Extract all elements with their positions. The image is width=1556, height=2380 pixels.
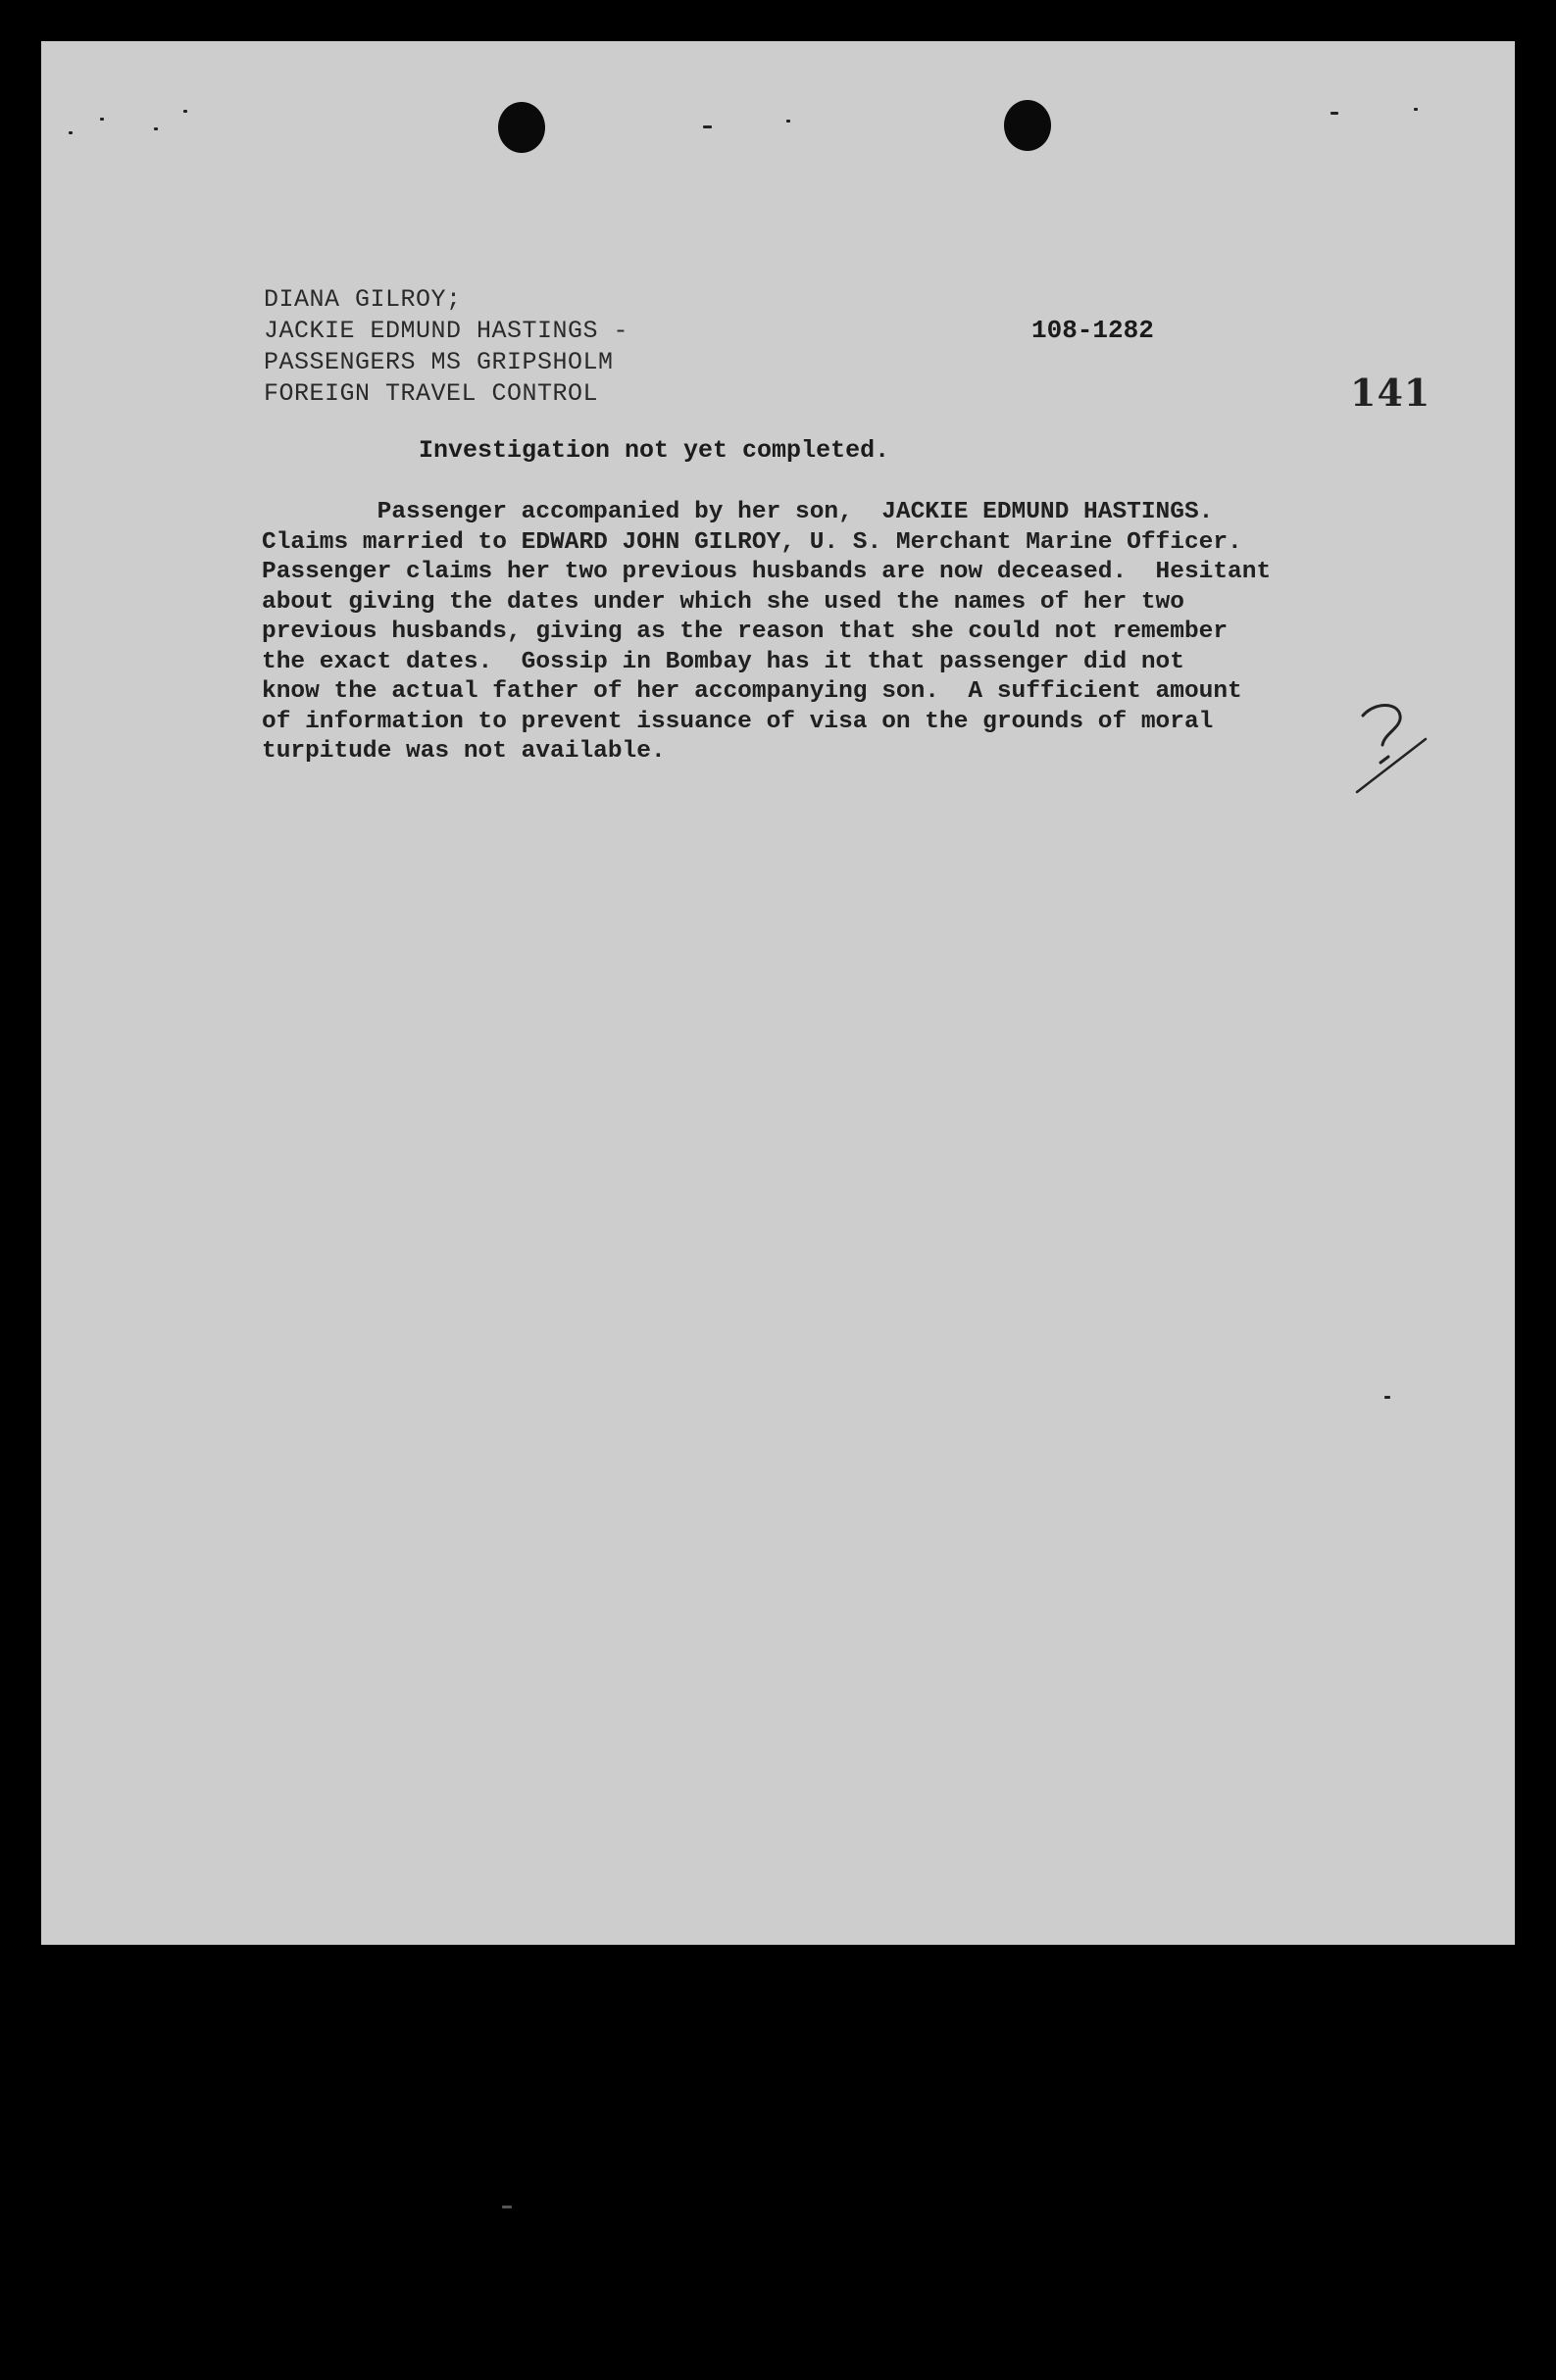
- subject-heading: [264, 284, 628, 410]
- scan-speck: [183, 110, 187, 113]
- heading-line: DIANA GILROY;: [264, 285, 462, 314]
- scan-speck: [69, 131, 73, 134]
- scan-speck: [502, 2206, 512, 2208]
- document-page: [41, 41, 1515, 1945]
- body-line: previous husbands, giving as the reason that she could not remember: [262, 619, 1229, 645]
- handwritten-question-mark: [1355, 694, 1433, 802]
- scan-speck: [100, 118, 104, 121]
- heading-line: PASSENGERS MS GRIPSHOLM: [264, 348, 614, 376]
- body-line: of information to prevent issuance of visa on the grounds of moral: [262, 708, 1214, 735]
- scan-speck: [1414, 108, 1418, 111]
- body-line: Passenger accompanied by her son, JACKIE EDMUND HASTINGS.: [262, 499, 1214, 525]
- investigation-status: Investigation not yet completed.: [419, 436, 890, 465]
- scan-speck: [1330, 112, 1338, 115]
- body-line: Claims married to EDWARD JOHN GILROY, U. S. Merchant Marine Officer.: [262, 528, 1242, 556]
- heading-line: JACKIE EDMUND HASTINGS -: [264, 317, 629, 345]
- scan-speck: [154, 127, 158, 130]
- body-line: the exact dates. Gossip in Bombay has it that passenger did not: [262, 648, 1184, 675]
- heading-line: FOREIGN TRAVEL CONTROL: [264, 379, 599, 408]
- scan-speck: [703, 125, 712, 128]
- scan-speck: [786, 120, 790, 123]
- body-line: know the actual father of her accompanying son. A sufficient amount: [262, 678, 1242, 705]
- punch-hole-left: [498, 102, 545, 153]
- scan-speck: [1384, 1396, 1390, 1399]
- body-line: about giving the dates under which she used the names of her two: [262, 588, 1184, 616]
- body-line: Passenger claims her two previous husbands are now deceased. Hesitant: [262, 559, 1272, 585]
- file-number: 108-1282: [1031, 316, 1154, 345]
- report-body: [262, 498, 1389, 768]
- page-stamp: 141: [1350, 371, 1431, 415]
- punch-hole-right: [1004, 100, 1051, 151]
- body-line: turpitude was not available.: [262, 738, 666, 765]
